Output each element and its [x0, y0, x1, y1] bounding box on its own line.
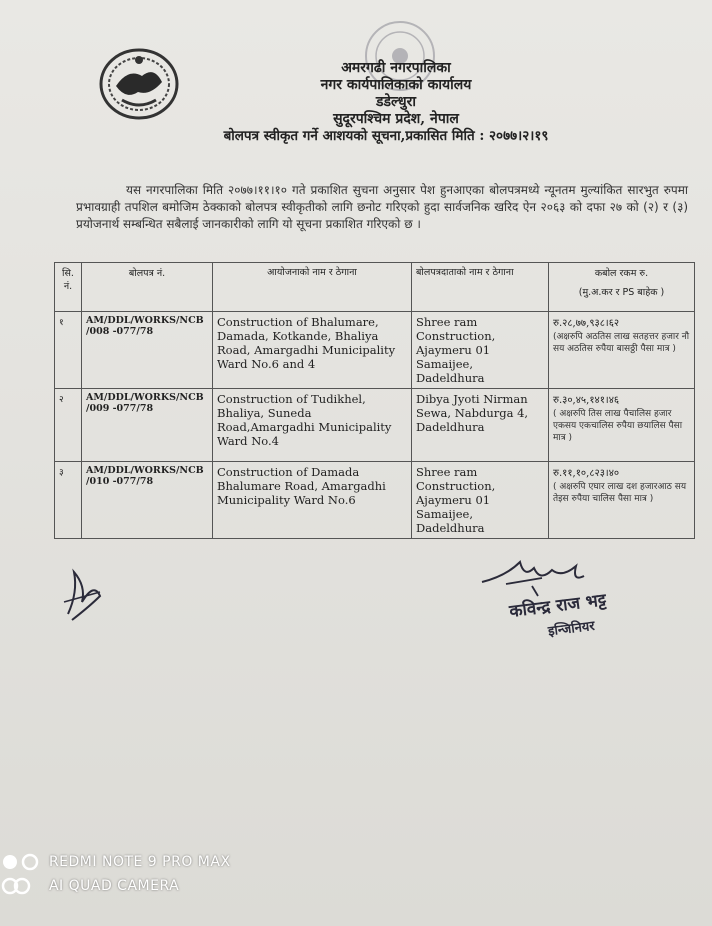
letterhead — [0, 60, 712, 145]
row-amount-cell — [549, 462, 695, 539]
tender-table — [54, 262, 695, 539]
row-amount: रु.२८,७७,९३८।६२ — [553, 318, 620, 329]
row-sn: २ — [55, 389, 82, 462]
signer-role: इन्जिनियर — [547, 618, 596, 640]
row-bidder: Shree ram Construction, Ajaymeru 01 Samaijee, Dadeldhura — [412, 312, 549, 389]
row-bid-no: AM/DDL/WORKS/NCB /009 -077/78 — [82, 389, 213, 462]
row-amount-words: (अक्षरुपि अठतिस लाख सतहत्तर हजार नौ सय अठतिस रुपैया बासठ्ठी पैसा मात्र ) — [553, 332, 690, 354]
row-project: Construction of Damada Bhalumare Road, Amargadhi Municipality Ward No.6 — [213, 462, 412, 539]
table-header-row — [55, 263, 695, 312]
row-amount-cell — [549, 389, 695, 462]
row-sn: १ — [55, 312, 82, 389]
row-amount-cell — [549, 312, 695, 389]
office-name: नगर कार्यपालिकाको कार्यालय — [320, 77, 472, 93]
row-bidder: Dibya Jyoti Nirman Sewa, Nabdurga 4, Dadeldhura — [412, 389, 549, 462]
row-amount-words: ( अक्षरुपि तिस लाख पैचालिस हजार एकसय एकचालिस रुपैया छयालिस पैसा मात्र ) — [553, 409, 683, 443]
table-row — [55, 312, 695, 389]
row-sn: ३ — [55, 462, 82, 539]
header-bid-no: बोलपत्र नं. — [82, 263, 213, 312]
header-amount-label: कबोल रकम रु. — [594, 268, 649, 279]
notice-body-text: यस नगरपालिका मिति २०७७।११।१० गते प्रकाशित सुचना अनुसार पेश हुनआएका बोलपत्रमध्ये न्यूनतम मुल्यांकित सारभुत रुपमा प्रभावग्राही तपशिल बमोजिम ठेक्काको बोलपत्र स्वीकृतीको लागि छनोट गरिएको हुदा सार्वजनिक खरिद ऐन २०६३ को दफा २७ को (२) र (३) प्रयोजनार्थ सम्बन्धित सबैलाई जानकारीको लागि यो सूचना प्रकाशित गरिएको छ । — [76, 183, 688, 231]
camera-lens-icon — [0, 852, 44, 872]
watermark-camera: AI QUAD CAMERA — [48, 878, 180, 894]
header-bidder: बोलपत्रदाताको नाम र ठेगाना — [412, 263, 549, 312]
row-bid-no: AM/DDL/WORKS/NCB /010 -077/78 — [82, 462, 213, 539]
header-project: आयोजनाको नाम र ठेगाना — [213, 263, 412, 312]
org-name: अमरगढी नगरपालिका — [341, 60, 451, 76]
row-bid-no: AM/DDL/WORKS/NCB /008 -077/78 — [82, 312, 213, 389]
header-amount — [549, 263, 695, 312]
row-project: Construction of Tudikhel, Bhaliya, Suneda Road,Amargadhi Municipality Ward No.4 — [213, 389, 412, 462]
notice-body — [76, 182, 688, 233]
row-bidder: Shree ram Construction, Ajaymeru 01 Samaijee, Dadeldhura — [412, 462, 549, 539]
camera-watermark — [0, 850, 231, 898]
watermark-model: REDMI NOTE 9 PRO MAX — [48, 854, 231, 870]
signer-name: कविन्द्र राज भट्ट — [508, 590, 608, 622]
notice-title: बोलपत्र स्वीकृत गर्ने आशयको सूचना,प्रकासित मिति : २०७७।२।१९ — [223, 128, 549, 144]
place-name: डडेल्धुरा — [376, 94, 416, 110]
table-row — [55, 389, 695, 462]
table-row — [55, 462, 695, 539]
row-amount-words: ( अक्षरुपि एघार लाख दश हजारआठ सय तेइस रुपैया चालिस पैसा मात्र ) — [553, 482, 687, 504]
header-sn: सि. नं. — [55, 263, 82, 312]
infinity-icon — [0, 876, 44, 896]
row-project: Construction of Bhalumare, Damada, Kotkande, Bhaliya Road, Amargadhi Municipality Ward No.6 and 4 — [213, 312, 412, 389]
signature-left-icon — [60, 562, 110, 622]
header-amount-note: (मु.अ.कर र PS बाहेक ) — [578, 287, 665, 298]
province-name: सुदूरपश्चिम प्रदेश, नेपाल — [333, 111, 459, 127]
row-amount: रु.३०,४५,१४१।४६ — [553, 395, 620, 406]
row-amount: रु.११,१०,८२३।४० — [553, 468, 620, 479]
